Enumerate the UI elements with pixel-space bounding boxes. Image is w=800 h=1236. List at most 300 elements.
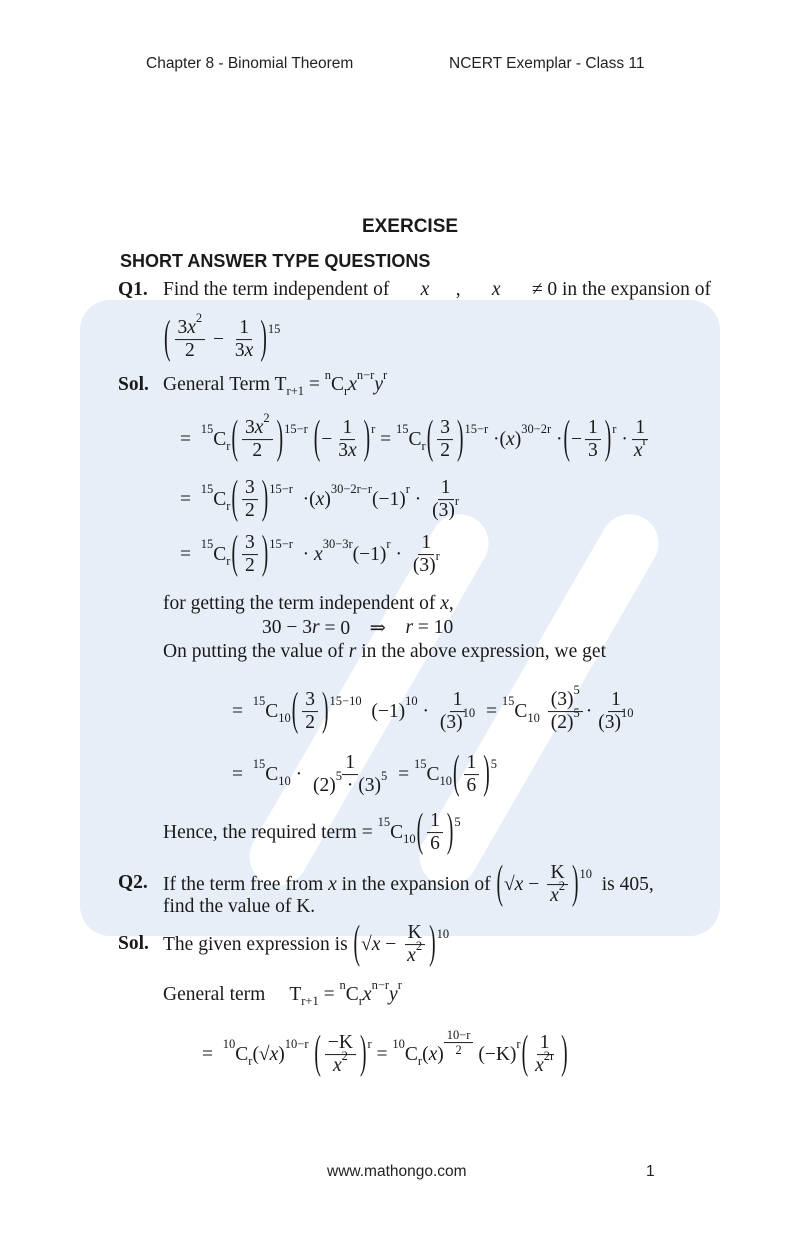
superscript: r [367,1037,372,1052]
math-text: ·( [488,429,507,450]
denominator [585,441,601,463]
math-variable: x [347,440,357,462]
denominator [464,776,480,798]
numerator [242,477,258,500]
text-line [163,806,461,857]
math-text: = [375,429,397,450]
math-text: 3 [177,317,188,339]
superscript: 30−2r−r [330,482,372,497]
denominator [429,494,462,523]
math-text: (−1) [372,489,406,510]
math-text: 6 [466,775,477,797]
question-label: Q1. [118,279,148,300]
denominator [242,556,258,578]
numerator [242,532,258,555]
math-text: On putting the value of [163,641,349,662]
math-variable: x [535,1055,544,1077]
math-text: C [345,984,359,1005]
superscript: 2 [558,879,565,894]
math-text: is 405, [591,874,654,895]
math-text: · [292,544,315,565]
superscript: 10−r [284,1037,309,1052]
text-line [262,616,453,640]
math-text: K [407,922,422,944]
superscript: r [382,367,388,382]
fraction [595,689,636,735]
math-text: C [265,764,279,785]
fraction [427,810,443,856]
math-text: (−1) [352,544,387,565]
math-text: (3) [432,500,455,522]
superscript: 5 [573,683,580,698]
left-parenthesis: ( [314,1028,321,1079]
math-text: (√ [252,1044,270,1065]
subscript: r [226,553,231,568]
math-text: = [180,429,201,450]
math-text: − [380,934,402,955]
right-parenthesis: ) [483,748,490,799]
math-text: 1 [588,417,598,439]
math-text: − [571,429,583,450]
superscript: 15−r [269,482,293,497]
text-line [180,473,465,524]
superscript: 15 [200,422,214,437]
text-line [202,1027,569,1079]
math-text: C [213,544,227,565]
superscript: 10 [579,867,592,882]
math-text: √ [361,934,372,955]
math-text: C [514,701,528,722]
math-text: K [550,862,565,884]
left-parenthesis: ( [313,413,321,464]
superscript: 15 [501,694,515,709]
text-line [163,896,315,918]
superscript: 2 [341,1049,348,1064]
superscript: 15 [252,694,266,709]
numerator [585,417,601,440]
math-variable: y [374,374,383,395]
subsection-title: SHORT ANSWER TYPE QUESTIONS [120,251,431,271]
math-text: − [523,874,545,895]
math-text: 2 [252,440,263,462]
footer-url: www.mathongo.com [327,1163,467,1180]
math-text: 3 [305,689,316,711]
numerator [175,311,206,340]
subscript: r [226,438,231,453]
subscript: 10 [403,831,416,846]
page-number: 1 [646,1163,655,1180]
superscript: 15 [377,815,391,830]
math-text: C [265,701,279,722]
math-text: · [616,429,628,450]
right-parenthesis: ) [456,413,464,464]
fraction [547,862,568,908]
math-text: ) [437,1044,444,1065]
superscript: 15−r [464,422,489,437]
denominator [330,1049,351,1078]
left-parenthesis: ( [231,528,238,579]
left-parenthesis: ( [563,413,571,464]
math-text: ) [278,1044,285,1065]
math-text: · [417,701,434,722]
math-text: C [390,822,404,843]
math-text: − [321,429,333,450]
math-text [309,1044,314,1066]
numerator [236,317,252,340]
math-text: = [481,701,502,722]
superscript: 2 [263,411,270,426]
math-text: C [235,1044,249,1065]
numerator [418,532,434,555]
right-parenthesis: ) [261,473,269,524]
right-parenthesis: ) [363,413,371,464]
subscript: 10 [439,773,453,788]
math-text: General Term T [163,374,287,395]
right-parenthesis: ) [429,918,436,969]
math-text: 3 [440,417,450,439]
subscript: 10 [278,710,291,725]
text-line [163,918,450,969]
superscript: 15 [200,482,214,497]
math-variable: x [269,1044,279,1065]
math-variable: x [633,440,643,462]
superscript: 10 [222,1037,236,1052]
right-parenthesis: ) [359,1028,367,1079]
fraction [548,683,583,735]
right-parenthesis: ) [571,858,579,909]
math-text: −K [327,1032,353,1054]
text-line [180,411,653,464]
fraction [464,752,480,798]
math-text: · [390,544,407,565]
math-text: · (3) [342,775,381,797]
math-text: 1 [610,689,621,711]
superscript: 15 [396,422,409,437]
math-text: ) [324,489,331,510]
text-line [163,641,606,663]
denominator [232,341,256,363]
superscript: 15 [267,322,281,337]
math-variable: x [348,374,357,395]
fraction [242,411,273,463]
subscript: 10 [278,773,291,788]
math-text: · [551,429,563,450]
fraction [437,417,453,463]
math-text: C [331,374,345,395]
superscript: 2r [543,1049,555,1064]
math-variable: x [514,874,524,895]
subscript: 10 [527,710,540,725]
section-title: EXERCISE [361,216,459,237]
denominator [437,706,478,735]
math-text: 1 [345,752,355,774]
right-parenthesis: ) [276,413,284,464]
math-text: · [290,764,308,785]
superscript: r [371,422,376,437]
superscript: 30−2r [521,422,552,437]
left-parenthesis: ( [453,748,460,799]
denominator [437,441,453,463]
math-text: 1 [342,417,353,439]
fraction [631,417,650,463]
math-text: C [404,1044,418,1065]
math-variable: y [389,984,398,1005]
superscript: 15−10 [329,694,362,709]
fraction [429,477,462,523]
denominator [310,769,390,798]
numerator [438,477,454,500]
denominator [302,713,318,735]
fraction [532,1032,557,1078]
math-variable: x [550,885,559,907]
math-text: · [585,701,593,722]
math-text: , [448,593,454,614]
math-text: 1 [440,477,451,499]
math-text: C [213,429,227,450]
math-text: (2) [550,712,574,734]
math-variable: x [371,934,381,955]
denominator [242,501,258,523]
math-text: C [426,764,440,785]
superscript: 2 [195,311,203,326]
text-line [232,683,639,736]
fraction [232,317,256,363]
text-line [232,748,498,799]
math-text: · [409,489,427,510]
left-parenthesis: ( [164,313,171,364]
math-text: General term T [163,984,302,1005]
denominator [532,1049,557,1078]
math-text: in the above expression, we get [356,641,606,662]
math-text: = [318,984,340,1005]
right-parenthesis: ) [446,806,454,857]
math-variable: r [405,617,414,638]
math-variable: x [407,945,416,967]
math-text: = [180,544,201,565]
superscript: 10 [620,706,634,721]
superscript: 2 [415,939,423,954]
fraction [585,417,601,463]
math-variable: x [315,489,325,510]
math-text: ·( [292,489,316,510]
math-text: 1 [430,810,440,832]
superscript: 10 [405,694,418,709]
math-text: 3 [244,532,255,554]
math-text: C [213,489,227,510]
superscript: r [397,977,402,992]
math-text: 1 [466,752,477,774]
superscript: 10 [462,706,476,721]
denominator: 2 [455,1043,462,1057]
math-text: ) [514,429,522,450]
denominator [335,441,359,463]
left-parenthesis: ( [291,685,299,736]
math-text: 2 [305,712,316,734]
exponent-fraction [444,1028,474,1058]
math-variable: r [312,617,320,638]
superscript: 15 [200,537,214,552]
math-text: 30 − 3 [262,617,312,638]
left-parenthesis: ( [521,1028,529,1079]
math-text: 1 [635,417,646,439]
left-parenthesis: ( [353,918,361,969]
math-text: = [232,701,253,722]
math-variable: x [244,340,254,362]
denominator [427,834,443,856]
denominator [595,706,636,735]
math-text: 1 [239,317,249,339]
superscript: 5 [335,769,343,784]
superscript: 5 [454,815,461,830]
math-text: 2 [244,555,255,577]
fraction [325,1032,356,1078]
superscript: r [454,494,460,509]
superscript: 10 [392,1037,405,1052]
denominator [182,341,198,363]
math-text: = 0 ⇒ [319,618,406,639]
math-text: ( [422,1044,429,1065]
math-text: (2) [313,775,336,797]
math-variable: x [314,544,323,565]
math-variable: x [332,1055,342,1077]
fraction [302,689,318,735]
numerator [427,810,443,833]
superscript: 5 [490,757,498,772]
numerator [437,417,453,440]
math-text: Find the term independent of [163,279,395,300]
subscript: r [417,1053,423,1068]
fraction [175,311,206,363]
denominator [410,549,443,578]
math-text: C [408,429,422,450]
numerator [340,417,356,440]
superscript: n [324,367,332,382]
subscript: r [358,993,363,1008]
math-text: (3) [598,712,621,734]
denominator [548,706,583,735]
math-text: = [202,1044,223,1065]
numerator [302,689,318,712]
superscript: r [435,549,440,564]
numerator [325,1032,356,1055]
superscript: r [386,537,391,552]
superscript: n−r [371,977,390,992]
text-line [163,977,402,1008]
math-text: 2 [244,500,255,522]
math-text: √ [503,874,515,895]
superscript: r [642,434,647,449]
text-line [163,593,454,615]
solution-label: Sol. [118,374,149,395]
fraction [335,417,359,463]
numerator: 10−r [444,1028,474,1043]
subscript: r [344,383,349,398]
right-parenthesis: ) [322,685,329,736]
numerator [464,752,480,775]
text-line [163,367,388,398]
math-text: 3 [244,477,255,499]
math-text: 2 [440,440,450,462]
superscript: 30−3r [322,537,353,552]
fraction [404,922,425,968]
math-variable: x [491,279,501,300]
left-parenthesis: ( [416,806,424,857]
math-text: If the term free from [163,874,329,895]
left-parenthesis: ( [426,413,434,464]
math-variable: x [254,417,264,439]
math-variable: x [440,593,449,614]
math-text: ≠ 0 in the expansion of [526,279,711,300]
math-text: 6 [430,833,440,855]
math-text: 1 [421,532,432,554]
math-text: (3) [550,689,574,711]
superscript: 10 [436,927,450,942]
math-text: 3 [338,440,348,462]
right-parenthesis: ) [561,1028,568,1079]
subscript: r [248,1053,253,1068]
left-parenthesis: ( [231,413,238,464]
math-text: The given expression is [163,934,353,955]
text-line [180,528,446,579]
math-text: in the expansion of [336,874,496,895]
right-parenthesis: ) [261,528,269,579]
fraction [410,532,443,578]
numerator [342,752,358,775]
text-line [163,279,711,301]
denominator [404,939,425,968]
superscript: 5 [381,769,388,784]
subscript: r+1 [301,993,319,1008]
fraction [242,532,258,578]
superscript: r [405,482,410,497]
superscript: n [339,977,346,992]
math-text: − [208,329,229,350]
math-text: (−1) [361,701,406,722]
math-text: 3 [244,417,255,439]
math-variable: x [362,984,372,1005]
superscript: 5 [573,706,580,721]
math-text: for getting the term independent of [163,593,441,614]
denominator [631,434,650,463]
superscript: 15−r [284,422,308,437]
text-line [163,311,281,364]
math-text: = [180,489,201,510]
superscript: 15 [252,757,266,772]
left-parenthesis: ( [231,473,238,524]
fraction [310,752,390,798]
math-text: = [371,1044,393,1065]
right-parenthesis: ) [604,413,612,464]
superscript: n−r [356,367,375,382]
math-text: = [393,764,414,785]
left-parenthesis: ( [496,858,503,909]
math-variable: x [420,279,430,300]
math-text: (−K) [473,1044,517,1065]
fraction [242,477,258,523]
denominator [249,441,265,463]
right-parenthesis: ) [260,313,267,364]
math-text: Hence, the required term = [163,822,378,843]
superscript: 15−r [269,537,293,552]
denominator [547,879,568,908]
superscript: r [516,1037,521,1052]
math-text: 3 [234,340,245,362]
fraction [437,689,478,735]
math-variable: x [328,874,337,895]
math-variable: x [187,317,196,339]
math-variable: x [506,429,515,450]
header-book: NCERT Exemplar - Class 11 [449,55,645,72]
